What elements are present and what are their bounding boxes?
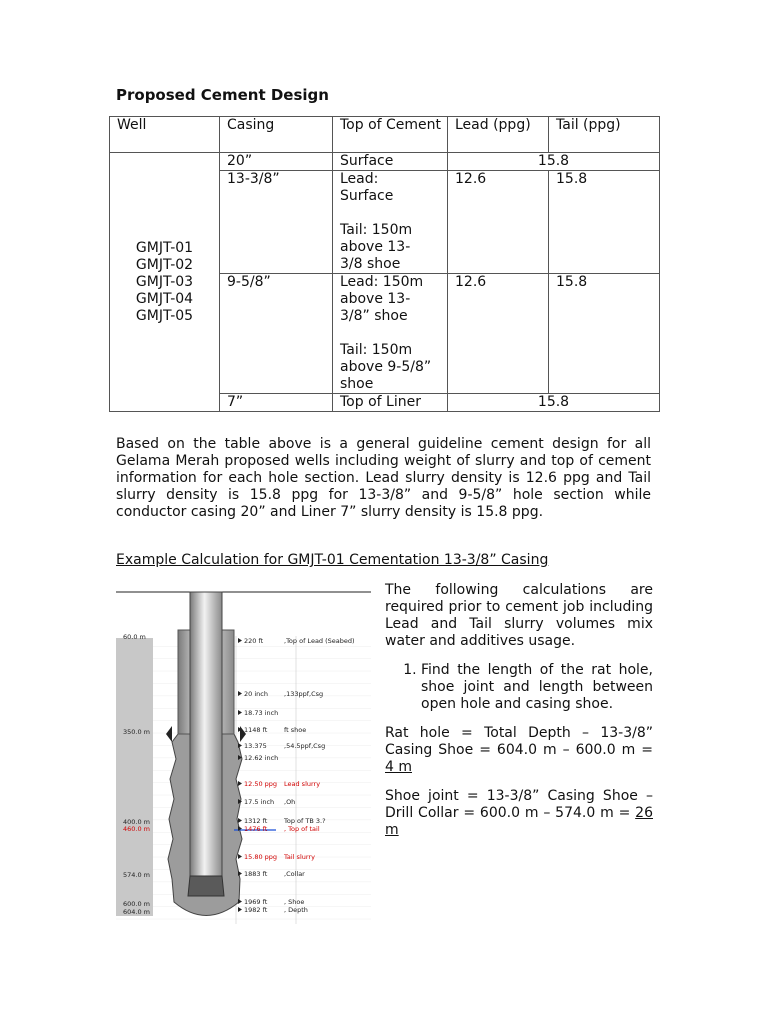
toc-cell	[333, 153, 448, 171]
guideline-paragraph: Based on the table above is a general guideline cement design for all Gelama Merah proposed wells including weight of slurry and top of cement information for each hole section. Lead slurry density is 12.6 ppg and Tail slurry density is 15.8 ppg for 13-3/8” and 9-5/8” hole section while conductor casing 20” and Liner 7” slurry density is 15.8 ppg.	[116, 436, 651, 520]
well-name: GMJT-03	[135, 273, 194, 290]
steps-list	[385, 662, 653, 713]
casing-cell: 20”	[220, 153, 333, 171]
rathole-result: 4 m	[385, 759, 412, 775]
annotation-value: 12.62 inch	[244, 754, 279, 762]
depth-label: 604.0 m	[123, 908, 151, 916]
annotation-desc: ,Collar	[284, 870, 305, 878]
depth-label: 60.0 m	[123, 633, 146, 641]
annotation-value: 220 ft	[244, 637, 264, 645]
toc-line: shoe	[340, 376, 374, 392]
well-name: GMJT-04	[135, 290, 194, 307]
example-heading: Example Calculation for GMJT-01 Cementation 13-3/8” Casing	[116, 552, 549, 568]
header-cell: Top of Cement	[333, 117, 448, 153]
wellbore-diagram	[116, 584, 371, 924]
annotation-desc: ,133ppf,Csg	[284, 690, 324, 698]
well-name: GMJT-01	[135, 239, 194, 256]
annotation-value: 1312 ft	[244, 817, 268, 825]
header-cell: Well	[110, 117, 220, 153]
annotation-value: 15.80 ppg	[244, 853, 278, 861]
toc-line: Tail: 150m	[340, 342, 413, 358]
toc-cell	[333, 274, 448, 394]
cement-design-table	[109, 116, 660, 412]
shoejoint-calculation	[385, 788, 653, 839]
toc-line: Top of Liner	[340, 394, 421, 410]
header-cell: Lead (ppg)	[448, 117, 549, 153]
inner-casing	[190, 592, 222, 882]
toc-line: Tail: 150m	[340, 222, 413, 238]
toc-line: above 13-	[340, 291, 411, 307]
annotation-value: 1883 ft	[244, 870, 268, 878]
lead-cell: 12.6	[448, 171, 549, 274]
annotation-desc: Tail slurry	[284, 853, 315, 861]
density-cell: 15.8	[448, 153, 660, 171]
rathole-calculation	[385, 725, 653, 776]
depth-label: 350.0 m	[123, 728, 151, 736]
lead-cell: 12.6	[448, 274, 549, 394]
annotation-value: 18.73 inch	[244, 709, 279, 717]
toc-line: Lead:	[340, 171, 379, 187]
annotation-desc: Lead slurry	[284, 780, 321, 788]
casing-cell: 9-5/8”	[220, 274, 333, 394]
annotation-desc: ,54.5ppf,Csg	[284, 742, 326, 750]
table-header-row	[110, 117, 660, 153]
annotation-value: 17.5 inch	[244, 798, 275, 806]
toc-line: Surface	[340, 188, 394, 204]
step-item: 1. Find the length of the rat hole, shoe joint and length between open hole and casing shoe.	[421, 662, 653, 713]
header-cell: Tail (ppg)	[549, 117, 660, 153]
annotation-value: 13.375	[244, 742, 267, 750]
annotation-value: 1148 ft	[244, 726, 268, 734]
annotation-desc: ft shoe	[284, 726, 307, 734]
annotation-desc: , Shoe	[284, 898, 305, 906]
depth-label: 600.0 m	[123, 900, 151, 908]
well-name: GMJT-02	[135, 256, 194, 273]
toc-cell	[333, 171, 448, 274]
annotation-value: 1982 ft	[244, 906, 268, 914]
toc-line	[340, 205, 447, 222]
toc-line: above 9-5/8”	[340, 359, 432, 375]
depth-label: 574.0 m	[123, 871, 151, 879]
annotation-desc: , Depth	[284, 906, 308, 914]
tail-cell: 15.8	[549, 171, 660, 274]
annotation-value: 1476 ft	[244, 825, 268, 833]
casing-cell: 7”	[220, 394, 333, 412]
annotation-desc: Top of TB 3.?	[284, 817, 326, 825]
annotation-value: 12.50 ppg	[244, 780, 278, 788]
calculation-column	[385, 582, 653, 851]
toc-line: 3/8 shoe	[340, 256, 401, 272]
annotation-desc: ,Top of Lead (Seabed)	[284, 637, 355, 645]
toc-line: 3/8” shoe	[340, 308, 408, 324]
document-title: Proposed Cement Design	[116, 86, 329, 104]
annotation-value: 20 inch	[244, 690, 268, 698]
depth-label: 400.0 m	[123, 818, 151, 826]
shoejoint-result: 26 m	[385, 805, 653, 838]
header-cell: Casing	[220, 117, 333, 153]
annotation-desc: ,Oh	[284, 798, 296, 806]
calculation-intro: The following calculations are required prior to cement job including Lead and Tail slurry volumes mix water and additives usage.	[385, 582, 653, 649]
casing-cell: 13-3/8”	[220, 171, 333, 274]
tail-cell: 15.8	[549, 274, 660, 394]
toc-line	[340, 325, 447, 342]
toc-line: Surface	[340, 153, 394, 169]
annotation-value: 1969 ft	[244, 898, 268, 906]
table-row	[110, 153, 660, 171]
float-shoe	[188, 876, 224, 896]
annotation-desc: , Top of tail	[284, 825, 320, 833]
shoejoint-formula: Shoe joint = 13-3/8” Casing Shoe – Drill Collar = 600.0 m – 574.0 m =	[385, 788, 653, 821]
well-names-cell	[110, 153, 220, 412]
well-name: GMJT-05	[135, 307, 194, 324]
rathole-formula: Rat hole = Total Depth – 13-3/8” Casing Shoe = 604.0 m – 600.0 m =	[385, 725, 653, 758]
toc-line: Lead: 150m	[340, 274, 424, 290]
toc-line: above 13-	[340, 239, 411, 255]
density-cell: 15.8	[448, 394, 660, 412]
depth-label: 460.0 m	[123, 825, 151, 833]
toc-cell	[333, 394, 448, 412]
